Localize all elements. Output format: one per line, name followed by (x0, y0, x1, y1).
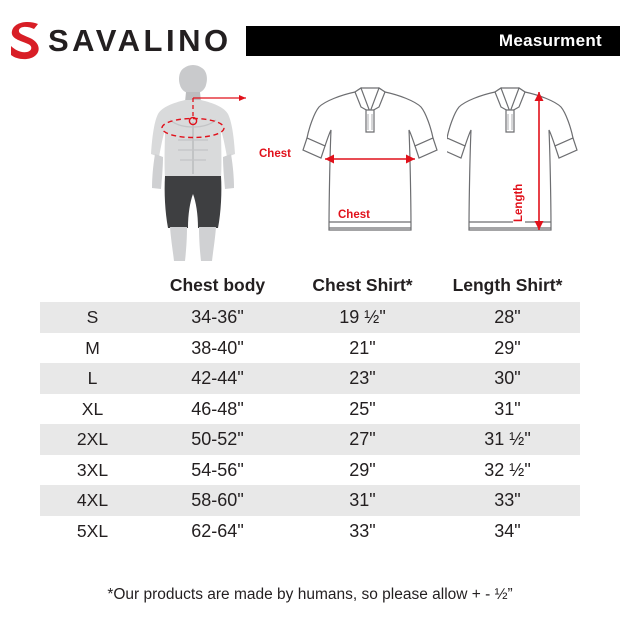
cell-chest-shirt: 33" (349, 520, 376, 541)
table-header-chest-body: Chest body (169, 274, 266, 295)
length-shirt-figure (447, 62, 597, 262)
page-title: Measurment (498, 31, 602, 50)
footnote: *Our products are made by humans, so please allow + - ½” (107, 586, 513, 603)
shirt-chest-label: Chest (338, 209, 370, 221)
cell-length-shirt: 34" (494, 520, 521, 541)
cell-chest-shirt: 21" (349, 337, 376, 358)
cell-chest-body: 38-40" (191, 337, 244, 358)
cell-chest-shirt: 23" (290, 363, 435, 394)
body-chest-label: Chest (259, 148, 291, 160)
cell-length-shirt: 30" (435, 363, 580, 394)
cell-size: S (40, 302, 145, 333)
size-table (40, 268, 580, 546)
cell-length-shirt: 31 ½" (435, 424, 580, 455)
cell-chest-body: 42-44" (145, 363, 290, 394)
cell-size: L (40, 363, 145, 394)
cell-chest-body: 54-56" (191, 459, 244, 480)
table-row (40, 333, 580, 364)
cell-chest-body: 46-48" (191, 398, 244, 419)
page-header (0, 18, 620, 64)
cell-length-shirt: 29" (494, 337, 521, 358)
table-header-row (40, 268, 580, 302)
brand-name: SAVALINO (48, 23, 232, 58)
cell-chest-body: 34-36" (145, 302, 290, 333)
table-header-length-shirt: Length Shirt* (452, 274, 563, 295)
table-row (40, 363, 580, 394)
cell-size: 5XL (76, 520, 109, 541)
body-figure (118, 62, 268, 262)
chest-shirt-figure (295, 62, 445, 262)
measurement-title-bar (246, 26, 620, 56)
table-row (40, 394, 580, 425)
table-row (40, 455, 580, 486)
cell-chest-body: 50-52" (145, 424, 290, 455)
cell-length-shirt: 33" (435, 485, 580, 516)
table-row (40, 424, 580, 455)
savalino-s-logo-icon (8, 21, 42, 61)
cell-size: 3XL (76, 459, 109, 480)
shirt-length-label: Length (513, 183, 525, 222)
table-row (40, 516, 580, 547)
cell-size: XL (81, 398, 104, 419)
cell-chest-body: 62-64" (191, 520, 244, 541)
table-header-chest-shirt: Chest Shirt* (312, 274, 413, 295)
cell-size: M (85, 337, 100, 358)
cell-chest-shirt: 31" (290, 485, 435, 516)
cell-chest-body: 58-60" (145, 485, 290, 516)
cell-size: 2XL (40, 424, 145, 455)
cell-chest-shirt: 25" (349, 398, 376, 419)
cell-chest-shirt: 27" (290, 424, 435, 455)
illustration-row (0, 62, 620, 262)
cell-size: 4XL (40, 485, 145, 516)
cell-chest-shirt: 19 ½" (290, 302, 435, 333)
table-row (40, 302, 580, 333)
cell-length-shirt: 31" (494, 398, 521, 419)
cell-length-shirt: 28" (435, 302, 580, 333)
cell-chest-shirt: 29" (349, 459, 376, 480)
cell-length-shirt: 32 ½" (484, 459, 531, 480)
table-row (40, 485, 580, 516)
